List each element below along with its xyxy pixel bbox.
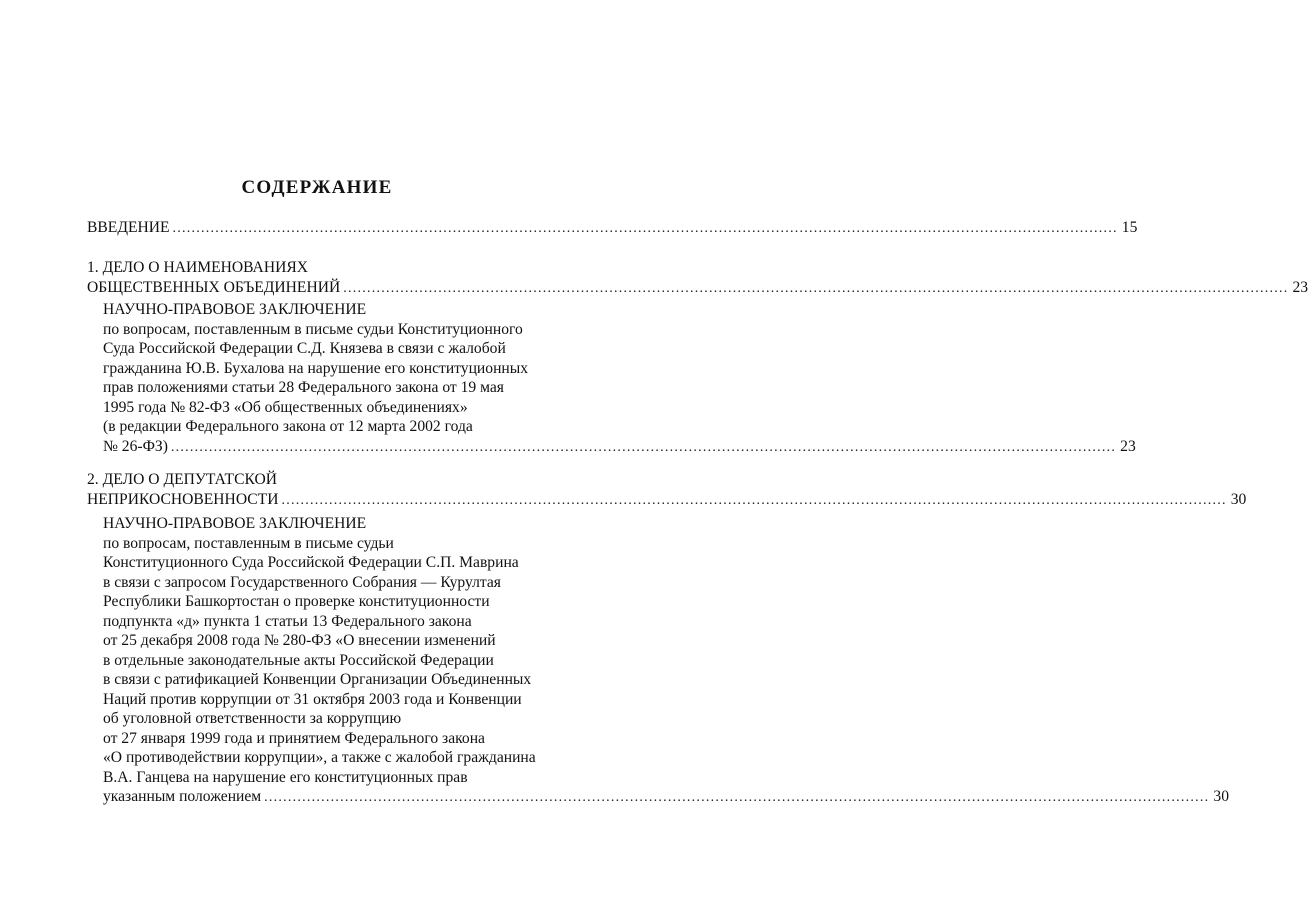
dot-leader: ....................................................................................................................................................................................................... (264, 790, 1210, 805)
toc-entry-title: ОБЩЕСТВЕННЫХ ОБЪЕДИНЕНИЙ (87, 278, 341, 296)
toc-entry-line: об уголовной ответственности за коррупцию (103, 710, 402, 727)
toc-entry-line: (в редакции Федерального закона от 12 марта 2002 года (103, 418, 473, 435)
toc-entry-line: в связи с запросом Государственного Собрания — Курултая (103, 573, 501, 591)
toc-page-number: 23 (1292, 278, 1308, 296)
toc-entry-line: в отдельные законодательные акты Российской Федерации (103, 651, 494, 669)
toc-entry-line: Республики Башкортостан о проверке конституционности (103, 593, 490, 610)
toc-entry-line (87, 218, 1138, 238)
toc-page-number: 15 (1121, 219, 1138, 236)
page-title: СОДЕРЖАНИЕ (241, 177, 393, 198)
toc-entry-case-1[interactable] (87, 258, 1308, 297)
toc-entry-line: гражданина Ю.В. Бухалова на нарушение его конституционных (103, 359, 529, 377)
toc-entry-title: № 26-ФЗ) (103, 437, 168, 455)
toc-page-number: 30 (1213, 788, 1230, 805)
toc-entry-line: Суда Российской Федерации С.Д. Князева в связи с жалобой (103, 340, 506, 357)
toc-entry-line: НАУЧНО-ПРАВОВОЕ ЗАКЛЮЧЕНИЕ (103, 515, 367, 532)
dot-leader: ....................................................................................................................................................................................................... (343, 280, 1289, 296)
dot-leader: ....................................................................................................................................................................................................... (170, 439, 1117, 455)
toc-entry-line: «О противодействии коррупции», а также с жалобой гражданина (103, 749, 536, 766)
toc-entry-line (103, 437, 1136, 457)
toc-entry-line: прав положениями статьи 28 Федерального закона от 19 мая (103, 379, 504, 396)
toc-entry-line: подпункта «д» пункта 1 статьи 13 Федерального закона (103, 612, 472, 630)
toc-entry-line: Конституционного Суда Российской Федерации С.П. Маврина (103, 554, 519, 571)
toc-page-number: 30 (1230, 490, 1247, 508)
toc-entry-introduction[interactable] (87, 218, 1138, 238)
toc-entry-line: 1. ДЕЛО О НАИМЕНОВАНИЯХ (87, 259, 309, 276)
toc-entry-line: НАУЧНО-ПРАВОВОЕ ЗАКЛЮЧЕНИЕ (103, 301, 367, 318)
toc-entry-title: указанным положением (103, 788, 262, 805)
toc-entry-line: Наций против коррупции от 31 октября 2003 года и Конвенции (103, 690, 522, 708)
toc-entry-line (87, 490, 1247, 510)
dot-leader: ....................................................................................................................................................................................................... (281, 492, 1227, 508)
toc-entry-conclusion-2[interactable] (103, 514, 1230, 807)
toc-entry-line: от 25 декабря 2008 года № 280-ФЗ «О внесении изменений (103, 632, 496, 649)
toc-entry-line: 2. ДЕЛО О ДЕПУТАТСКОЙ (87, 471, 278, 488)
toc-entry-line: В.А. Ганцева на нарушение его конституционных прав (103, 768, 468, 786)
toc-entry-line (87, 278, 1308, 298)
toc-entry-line: от 27 января 1999 года и принятием Федерального закона (103, 729, 485, 747)
toc-entry-title: НЕПРИКОСНОВЕННОСТИ (87, 490, 279, 508)
toc-entry-line: по вопросам, поставленным в письме судьи (103, 534, 394, 552)
toc-entry-line: по вопросам, поставленным в письме судьи Конституционного (103, 320, 523, 338)
toc-entry-line (103, 787, 1230, 807)
toc-entry-case-2[interactable] (87, 470, 1247, 509)
dot-leader: ....................................................................................................................................................................................................... (172, 221, 1118, 236)
toc-entry-title: ВВЕДЕНИЕ (87, 219, 170, 236)
toc-entry-conclusion-1[interactable] (103, 300, 1136, 456)
toc-entry-line: в связи с ратификацией Конвенции Организации Объединенных (103, 671, 532, 688)
toc-page-number: 23 (1120, 437, 1136, 455)
toc-entry-line: 1995 года № 82-ФЗ «Об общественных объединениях» (103, 398, 468, 416)
